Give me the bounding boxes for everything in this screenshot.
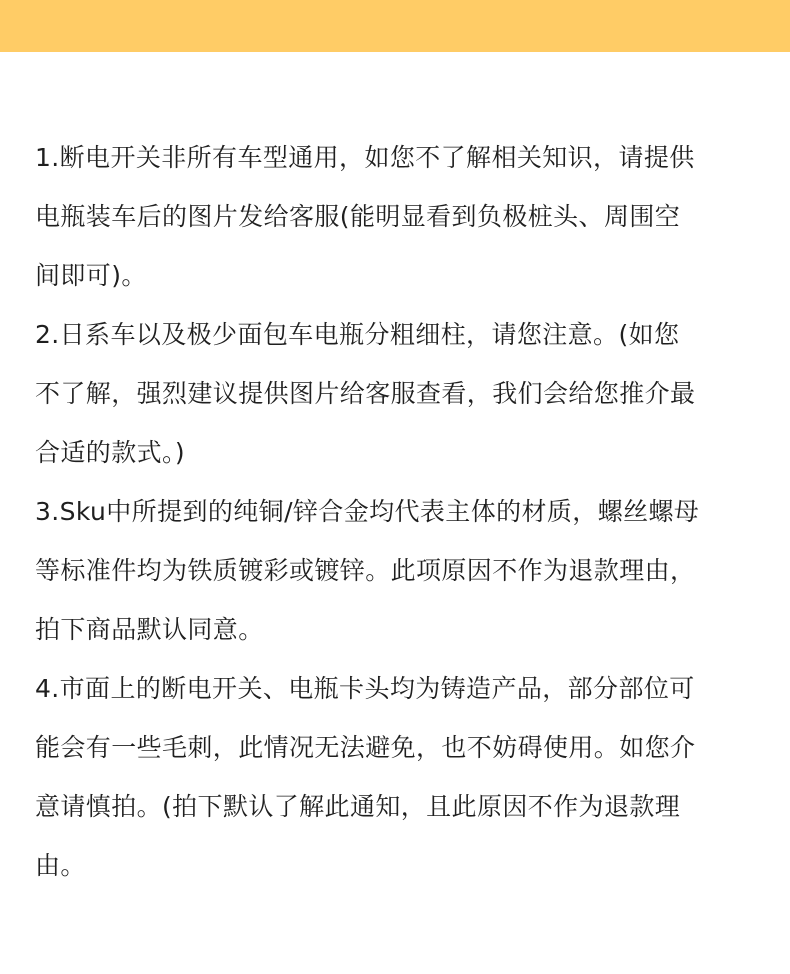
notice-line-6: 合适的款式。) [35, 438, 186, 467]
notice-line-3: 间即可)。 [35, 261, 147, 290]
top-banner [0, 0, 790, 52]
notice-line-13: 由。 [35, 851, 86, 880]
notice-line-4: 2.日系车以及极少面包车电瓶分粗细柱，请您注意。(如您 [35, 320, 680, 349]
notice-line-5: 不了解，强烈建议提供图片给客服查看，我们会给您推介最 [35, 379, 696, 408]
notice-line-10: 4.市面上的断电开关、电瓶卡头均为铸造产品，部分部位可 [35, 674, 695, 703]
notice-content [35, 128, 760, 895]
notice-line-8: 等标准件均为铁质镀彩或镀锌。此项原因不作为退款理由， [35, 556, 696, 585]
notice-line-9: 拍下商品默认同意。 [35, 615, 264, 644]
notice-line-7: 3.Sku中所提到的纯铜/锌合金均代表主体的材质，螺丝螺母 [35, 497, 700, 526]
notice-line-11: 能会有一些毛刺，此情况无法避免，也不妨碍使用。如您介 [35, 733, 696, 762]
notice-line-2: 电瓶装车后的图片发给客服(能明显看到负极桩头、周围空 [35, 202, 681, 231]
notice-line-1: 1.断电开关非所有车型通用，如您不了解相关知识，请提供 [35, 143, 695, 172]
notice-line-12: 意请慎拍。(拍下默认了解此通知，且此原因不作为退款理 [35, 792, 681, 821]
